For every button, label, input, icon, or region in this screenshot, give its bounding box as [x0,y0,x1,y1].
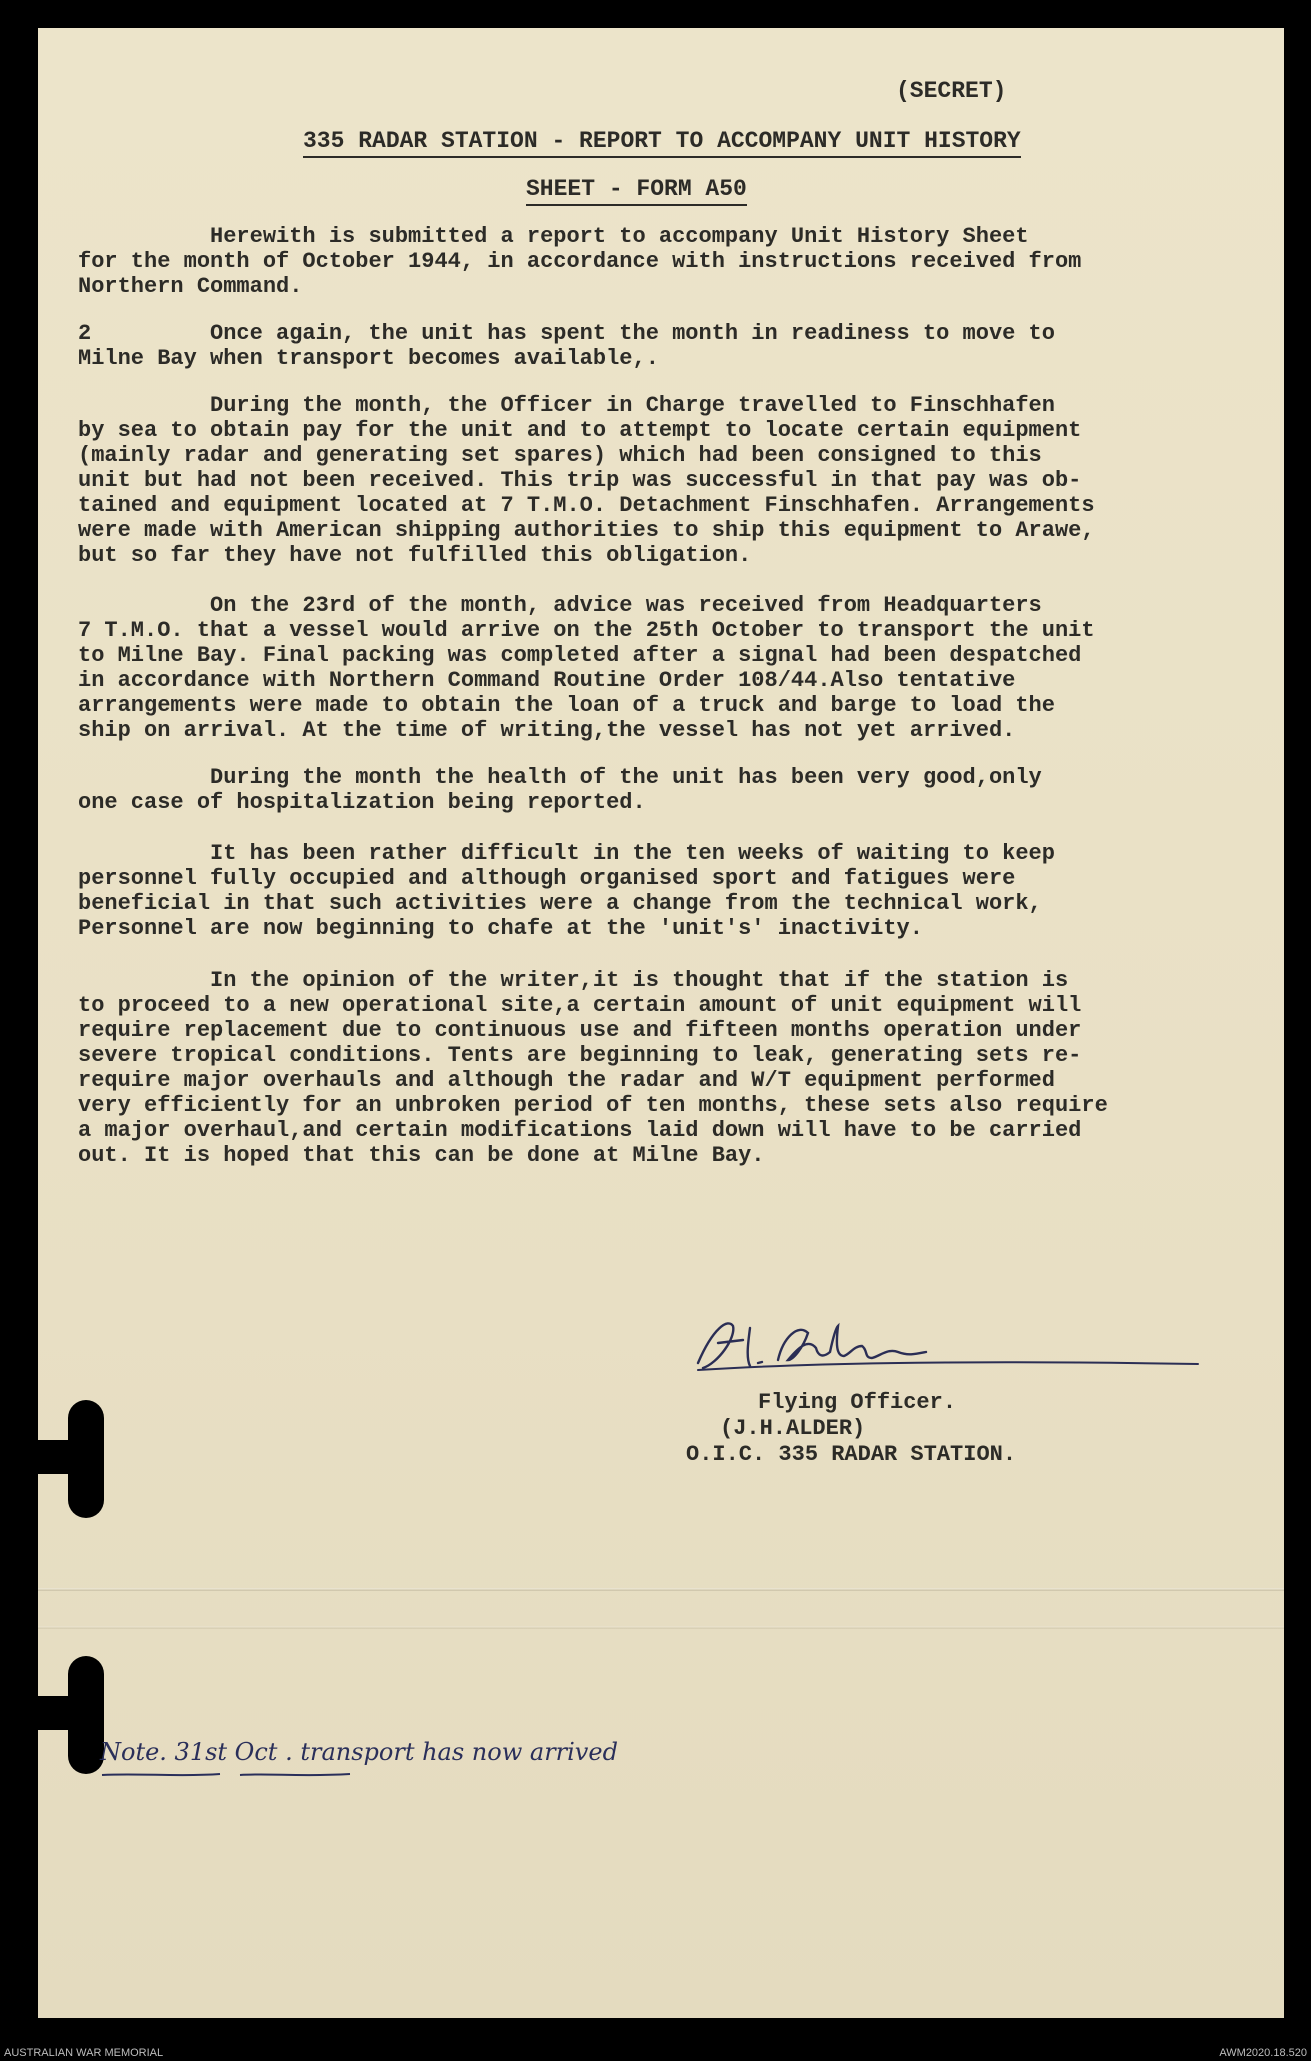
paragraph-line: 2 Once again, the unit has spent the month in readiness to move to [78,321,1055,346]
paragraph-line: a major overhaul,and certain modifications laid down will have to be carried [78,1118,1082,1143]
paragraph-line: tained and equipment located at 7 T.M.O. Detachment Finschhafen. Arrangements [78,493,1095,518]
paragraph-line: (mainly radar and generating set spares) which had been consigned to this [78,443,1042,468]
paragraph-line: in accordance with Northern Command Routine Order 108/44.Also tentative [78,668,1016,693]
paragraph-line: It has been rather difficult in the ten weeks of waiting to keep [78,841,1055,866]
paragraph-5 [78,765,1042,815]
footer-right: AWM2020.18.520 [1219,2047,1307,2059]
document-title: 335 RADAR STATION - REPORT TO ACCOMPANY UNIT HISTORY [303,128,1021,158]
paragraph-line: require replacement due to continuous use and fifteen months operation under [78,1018,1082,1043]
punch-hole [38,1696,86,1730]
paragraph-2 [78,321,1055,371]
paragraph-line: ship on arrival. At the time of writing,the vessel has not yet arrived. [78,718,1016,743]
paragraph-line: to proceed to a new operational site,a certain amount of unit equipment will [78,993,1082,1018]
paragraph-line: were made with American shipping authorities to ship this equipment to Arawe, [78,518,1095,543]
footer-left: AUSTRALIAN WAR MEMORIAL [4,2047,164,2059]
paragraph-line: but so far they have not fulfilled this obligation. [78,543,752,568]
paper-fold [38,1626,1284,1629]
paragraph-line: In the opinion of the writer,it is thought that if the station is [78,968,1069,993]
paragraph-line: by sea to obtain pay for the unit and to attempt to locate certain equipment [78,418,1082,443]
paragraph-line: require major overhauls and although the radar and W/T equipment performed [78,1068,1055,1093]
signatory-name: (J.H.ALDER) [720,1416,866,1441]
paragraph-1 [78,224,1081,299]
paragraph-6 [78,841,1055,941]
note-underline [100,1770,360,1780]
classification-label: (SECRET) [896,78,1007,104]
paragraph-line: to Milne Bay. Final packing was completed after a signal had been despatched [78,643,1082,668]
paragraph-line: very efficiently for an unbroken period of ten months, these sets also require [78,1093,1108,1118]
signatory-position: O.I.C. 335 RADAR STATION. [686,1442,1017,1467]
paragraph-line: personnel fully occupied and although organised sport and fatigues were [78,866,1016,891]
paragraph-4 [78,593,1095,743]
paragraph-line: Milne Bay when transport becomes available,. [78,346,659,371]
paragraph-line: unit but had not been received. This trip was successful in that pay was ob- [78,468,1082,493]
paragraph-line: During the month the health of the unit has been very good,only [78,765,1042,790]
paragraph-line: During the month, the Officer in Charge travelled to Finschhafen [78,393,1055,418]
paragraph-line: Personnel are now beginning to chafe at the 'unit's' inactivity. [78,916,923,941]
paragraph-line: one case of hospitalization being reported. [78,790,646,815]
signature-block [658,1308,1218,1538]
punch-hole [38,1440,86,1474]
paragraph-line: arrangements were made to obtain the loan of a truck and barge to load the [78,693,1055,718]
paper-fold [38,1588,1284,1591]
document-subtitle: SHEET - FORM A50 [526,176,747,206]
document-page [38,28,1284,2018]
paragraph-3 [78,393,1095,568]
signatory-rank: Flying Officer. [758,1390,957,1415]
handwritten-note: Note. 31st Oct . transport has now arrived [100,1738,618,1766]
paragraph-line: severe tropical conditions. Tents are beginning to leak, generating sets re- [78,1043,1082,1068]
paragraph-line: On the 23rd of the month, advice was received from Headquarters [78,593,1042,618]
handwritten-signature [658,1308,1218,1378]
paragraph-line: 7 T.M.O. that a vessel would arrive on the 25th October to transport the unit [78,618,1095,643]
paragraph-7 [78,968,1108,1168]
paragraph-line: out. It is hoped that this can be done at Milne Bay. [78,1143,765,1168]
paragraph-line: for the month of October 1944, in accordance with instructions received from [78,249,1082,274]
paragraph-line: Herewith is submitted a report to accompany Unit History Sheet [78,224,1029,249]
paragraph-line: beneficial in that such activities were a change from the technical work, [78,891,1042,916]
paragraph-line: Northern Command. [78,274,303,299]
